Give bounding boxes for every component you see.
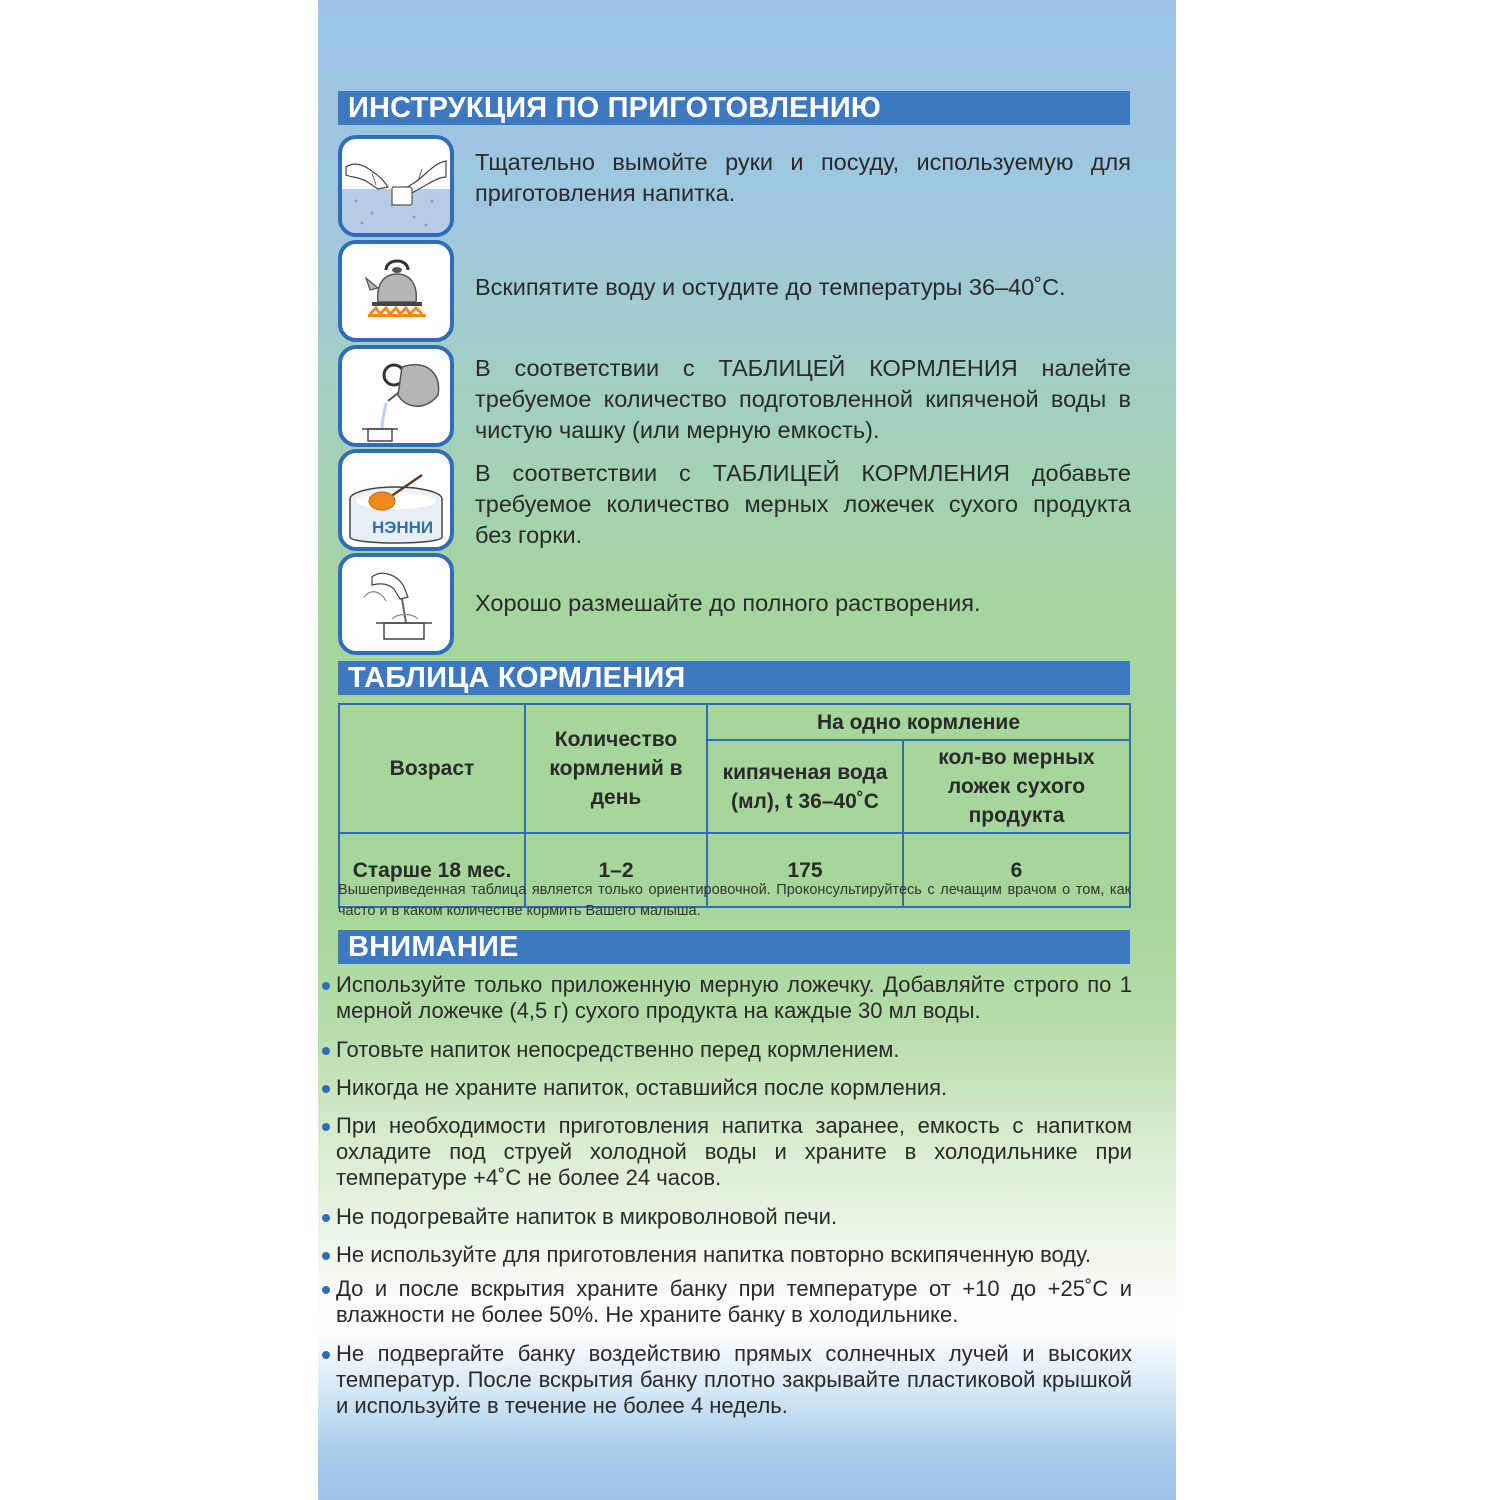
scoop-in-can-icon [338,449,454,551]
header-feedings-per-day: Количество кормлений в день [525,704,707,833]
cell-scoops: 6 [903,833,1130,907]
warning-item [322,1113,1132,1191]
header-per-feeding: На одно кормление [707,704,1130,740]
table-note: Вышеприведенная таблица является только ориентировочной. Проконсультируйтесь с лечащим врачом о том, как часто и в каком количестве кормить Вашего малыша. [338,882,1131,919]
warning-item-text: Используйте только приложенную мерную ложечку. Добавляйте строго по 1 мерной ложечке (4,5 г) сухого продукта на каждые 30 мл воды. [336,972,1132,1023]
brand-label: НЭННИ [372,518,434,537]
warning-title: ВНИМАНИЕ [338,930,1130,964]
feeding-table [338,703,1131,908]
warning-item-text: Не используйте для приготовления напитка повторно вскипяченную воду. [336,1242,1092,1267]
step-2-text: Вскипятите воду и остудите до температуры 36–40˚С. [475,274,1066,300]
bullet-icon [322,1214,330,1222]
step-1-text: Тщательно вымойте руки и посуду, используемую для приготовления напитка. [475,149,1131,206]
warning-item-text: Не подвергайте банку воздействию прямых солнечных лучей и высоких температур. После вскрытия банку плотно закрывайте пластиковой крышкой и используйте в течение не более 4 недель. [336,1341,1132,1418]
warning-item-text: До и после вскрытия храните банку при температуре от +10 до +25˚С и влажности не более 50%. Не храните банку в холодильнике. [336,1276,1132,1327]
cell-water: 175 [707,833,903,907]
header-scoops: кол-во мерных ложек сухого продукта [903,740,1130,833]
warning-item [322,972,1132,1024]
step-4-text: В соответствии с ТАБЛИЦЕЙ КОРМЛЕНИЯ добавьте требуемое количество мерных ложечек сухого продукта без горки. [475,460,1131,548]
hands-washing-icon [338,135,454,237]
bullet-icon [322,982,330,990]
warning-item [322,1204,1132,1230]
bullet-icon [322,1351,330,1359]
bullet-icon [322,1123,330,1131]
bullet-icon [322,1047,330,1055]
step-3-text: В соответствии с ТАБЛИЦЕЙ КОРМЛЕНИЯ налейте требуемое количество подготовленной кипяченой воды в чистую чашку (или мерную емкость). [475,355,1131,443]
stirring-icon [338,553,454,655]
cell-feedings-per-day: 1–2 [525,833,707,907]
warning-item [322,1276,1132,1328]
bullet-icon [322,1085,330,1093]
header-water: кипяченая вода (мл), t 36–40˚С [707,740,903,833]
kettle-on-stove-icon [338,240,454,342]
warning-item-text: Готовьте напиток непосредственно перед кормлением. [336,1037,900,1062]
instructions-title: ИНСТРУКЦИЯ ПО ПРИГОТОВЛЕНИЮ [338,91,1130,125]
bullet-icon [322,1286,330,1294]
cell-age: Старше 18 мес. [339,833,525,907]
warning-item-text: Не подогревайте напиток в микроволновой печи. [336,1204,838,1229]
feeding-table-title: ТАБЛИЦА КОРМЛЕНИЯ [338,661,1130,695]
warning-item [322,1075,1132,1101]
header-age: Возраст [339,704,525,833]
warning-item [322,1242,1132,1268]
warning-item [322,1341,1132,1419]
warning-item [322,1037,1132,1063]
warning-item-text: Никогда не храните напиток, оставшийся после кормления. [336,1075,948,1100]
step-5-text: Хорошо размешайте до полного растворения. [475,590,981,616]
warning-item-text: При необходимости приготовления напитка заранее, емкость с напитком охладите под струей холодной воды и храните в холодильнике при температуре +4˚С не более 24 часов. [336,1113,1132,1190]
bullet-icon [322,1252,330,1260]
pour-water-icon [338,345,454,447]
